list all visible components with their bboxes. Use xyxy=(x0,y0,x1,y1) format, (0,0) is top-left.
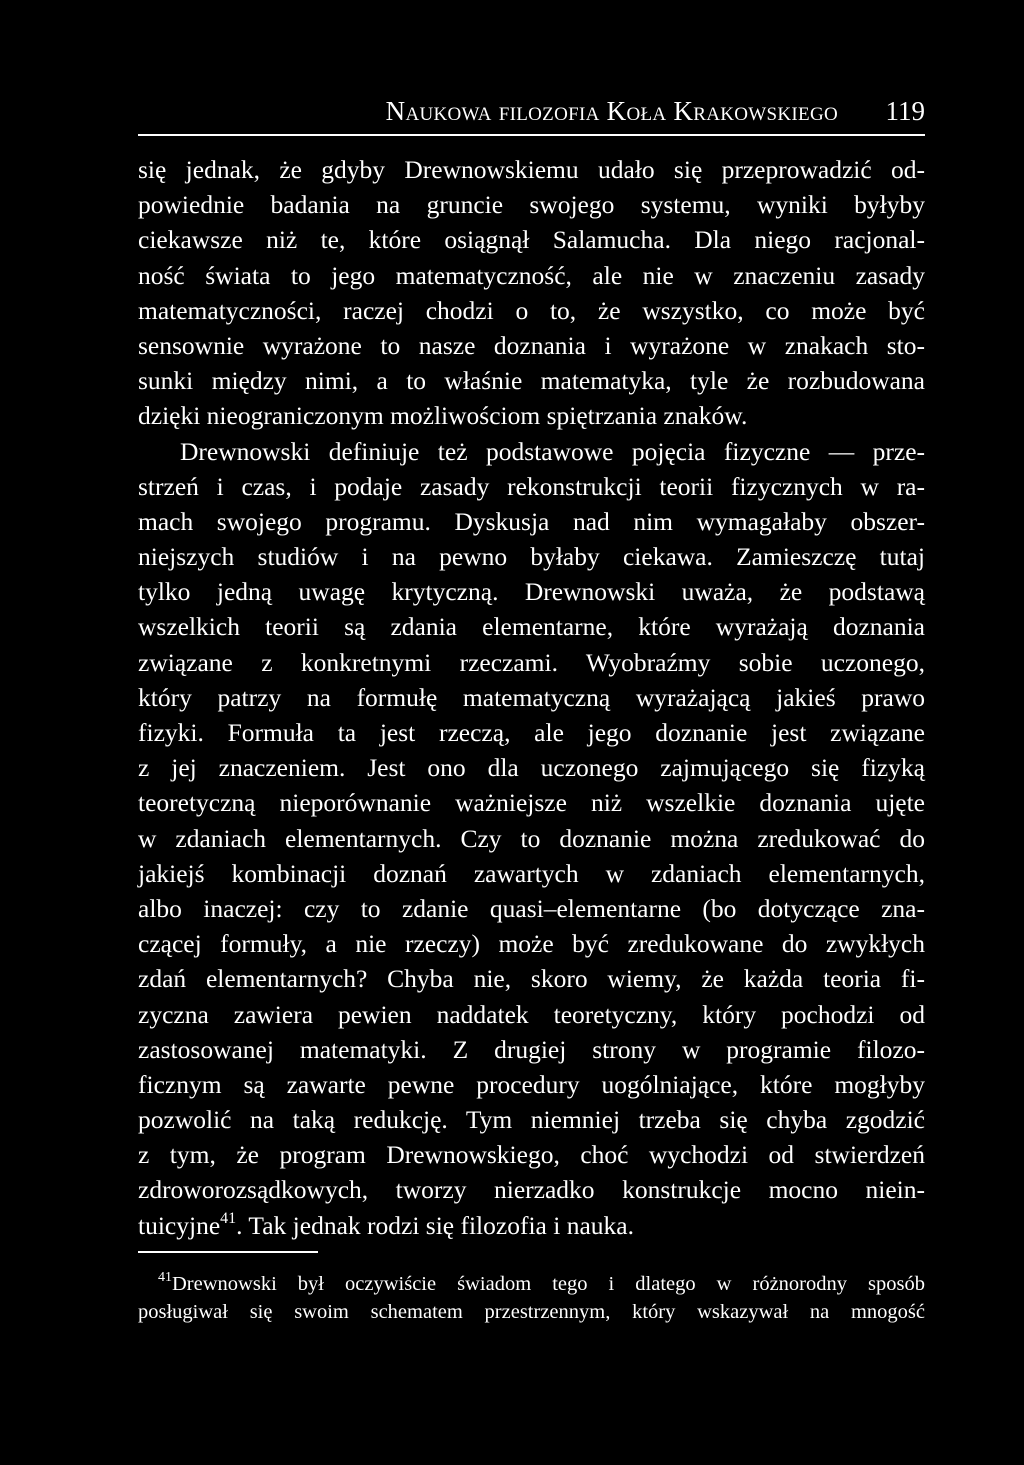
text-line: Drewnowski definiuje też podstawowe pojęcia fizyczne — prze- xyxy=(180,436,925,466)
text-line: się jednak, że gdyby Drewnowskiemu udało się przeprowadzić od- xyxy=(138,155,925,184)
text-line: strzeń i czas, i podaje zasady rekonstrukcji teorii fizycznych w ra- xyxy=(138,471,925,501)
text-line: jakiejś kombinacji doznań zawartych w zdaniach elementarnych, xyxy=(138,858,925,888)
text-line: ficznym są zawarte pewne procedury uogólniające, które mogłyby xyxy=(138,1069,925,1099)
footnote-rule xyxy=(138,1251,318,1253)
text-line: powiednie badania na gruncie swojego systemu, wyniki byłyby xyxy=(138,190,925,220)
text-line: zyczna zawiera pewien naddatek teoretyczny, który pochodzi od xyxy=(138,999,925,1029)
running-header xyxy=(138,96,925,130)
text-line-last xyxy=(138,1208,925,1243)
text-line: sunki między nimi, a to właśnie matematyka, tyle że rozbudowana xyxy=(138,366,925,396)
text-line: tylko jedną uwagę krytyczną. Drewnowski uważa, że podstawą xyxy=(138,577,925,607)
footnote xyxy=(138,1270,925,1326)
text-line: matematyczności, raczej chodzi o to, że wszystko, co może być xyxy=(138,295,925,325)
body-text xyxy=(138,152,925,1243)
text-line: pozwolić na taką redukcję. Tym niemniej trzeba się chyba zgodzić xyxy=(138,1105,925,1135)
footnote-reference[interactable]: 41 xyxy=(220,1209,237,1227)
footnote-line: posługiwał się swoim schematem przestrzennym, który wskazywał na mnogość xyxy=(138,1301,925,1323)
footnote-line xyxy=(138,1270,925,1298)
text-line: niejszych studiów i na pewno byłaby ciekawa. Zamieszczę tutaj xyxy=(138,542,925,572)
text-line: ciekawsze niż te, które osiągnął Salamucha. Dla niego racjonal- xyxy=(138,225,925,255)
text-line: zdroworozsądkowych, tworzy nierzadko konstrukcje mocno niein- xyxy=(138,1175,925,1205)
text-line: ność świata to jego matematyczność, ale nie w znaczeniu zasady xyxy=(138,260,925,290)
text-line: dzięki nieograniczonym możliwościom spiętrzania znaków. xyxy=(138,401,748,431)
text-line: z jej znaczeniem. Jest ono dla uczonego zajmującego się fizyką xyxy=(138,753,925,783)
header-rule xyxy=(138,134,925,136)
running-title: Naukowa filozofia Koła Krakowskiego xyxy=(385,96,838,126)
text-fragment: tuicyjne xyxy=(138,1210,221,1240)
text-line: wszelkich teorii są zdania elementarne, które wyrażają doznania xyxy=(138,612,925,642)
text-line: teoretyczną nieporównanie ważniejsze niż wszelkie doznania ujęte xyxy=(138,788,925,818)
text-line: związane z konkretnymi rzeczami. Wyobraźmy sobie uczonego, xyxy=(138,647,925,677)
text-line: fizyki. Formuła ta jest rzeczą, ale jego doznanie jest związane xyxy=(138,718,925,747)
page-number: 119 xyxy=(885,96,925,126)
text-line: zastosowanej matematyki. Z drugiej strony w programie filozo- xyxy=(138,1034,925,1064)
footnote-text: Drewnowski był oczywiście świadom tego i dlatego w różnorodny sposób xyxy=(172,1273,925,1295)
footnote-number: 41 xyxy=(158,1270,172,1285)
text-line: sensownie wyrażone to nasze doznania i wyrażone w znakach sto- xyxy=(138,330,925,360)
text-line: zdań elementarnych? Chyba nie, skoro wiemy, że każda teoria fi- xyxy=(138,964,925,994)
text-line: mach swojego programu. Dyskusja nad nim wymagałaby obszer- xyxy=(138,506,925,536)
text-line: czącej formuły, a nie rzeczy) może być zredukowane do zwykłych xyxy=(138,929,925,959)
text-fragment: . Tak jednak rodzi się filozofia i nauka. xyxy=(236,1210,634,1240)
text-line: z tym, że program Drewnowskiego, choć wychodzi od stwierdzeń xyxy=(138,1140,925,1170)
text-line: który patrzy na formułę matematyczną wyrażającą jakieś prawo xyxy=(138,682,925,712)
text-line: albo inaczej: czy to zdanie quasi–elementarne (bo dotyczące zna- xyxy=(138,893,925,923)
text-line: w zdaniach elementarnych. Czy to doznanie można zredukować do xyxy=(138,823,925,853)
